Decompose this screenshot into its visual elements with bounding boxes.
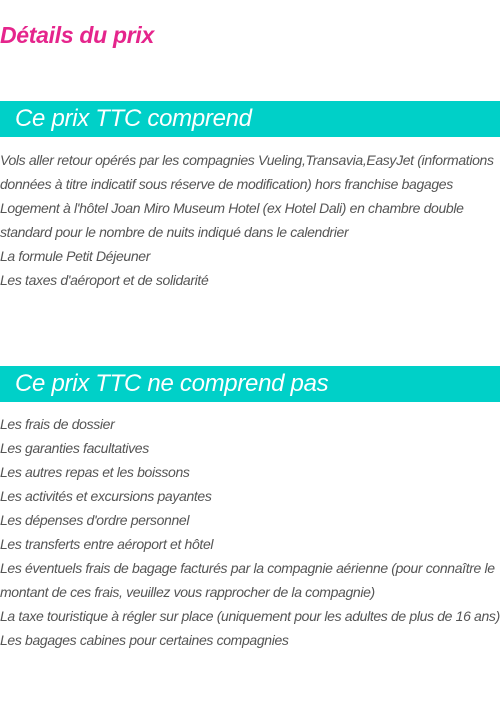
excluded-item: Les dépenses d'ordre personnel [0, 512, 190, 528]
excluded-item: Les transferts entre aéroport et hôtel [0, 536, 214, 552]
included-item: Les taxes d'aéroport et de solidarité [0, 272, 209, 288]
excluded-items-list [0, 412, 500, 652]
excluded-item: Les autres repas et les boissons [0, 464, 190, 480]
included-item: La formule Petit Déjeuner [0, 248, 151, 264]
excluded-item: Les bagages cabines pour certaines compagnies [0, 632, 289, 648]
excluded-section-heading: Ce prix TTC ne comprend pas [0, 366, 500, 402]
excluded-item: Les éventuels frais de bagage facturés par la compagnie aérienne (pour connaître le montant de ces frais, veuillez vous rapprocher de la compagnie) [0, 560, 495, 600]
included-section-heading: Ce prix TTC comprend [0, 101, 500, 137]
page-title: Détails du prix [0, 22, 154, 48]
included-items-list [0, 148, 500, 292]
included-item: Logement à l'hôtel Joan Miro Museum Hotel (ex Hotel Dali) en chambre double standard pour le nombre de nuits indiqué dans le calendrier [0, 200, 464, 240]
excluded-item: Les garanties facultatives [0, 440, 149, 456]
included-item: Vols aller retour opérés par les compagnies Vueling,Transavia,EasyJet (informations données à titre indicatif sous réserve de modification) hors franchise bagages [0, 152, 494, 192]
excluded-item: Les activités et excursions payantes [0, 488, 212, 504]
excluded-item: La taxe touristique à régler sur place (uniquement pour les adultes de plus de 16 ans) [0, 608, 500, 624]
excluded-item: Les frais de dossier [0, 416, 115, 432]
